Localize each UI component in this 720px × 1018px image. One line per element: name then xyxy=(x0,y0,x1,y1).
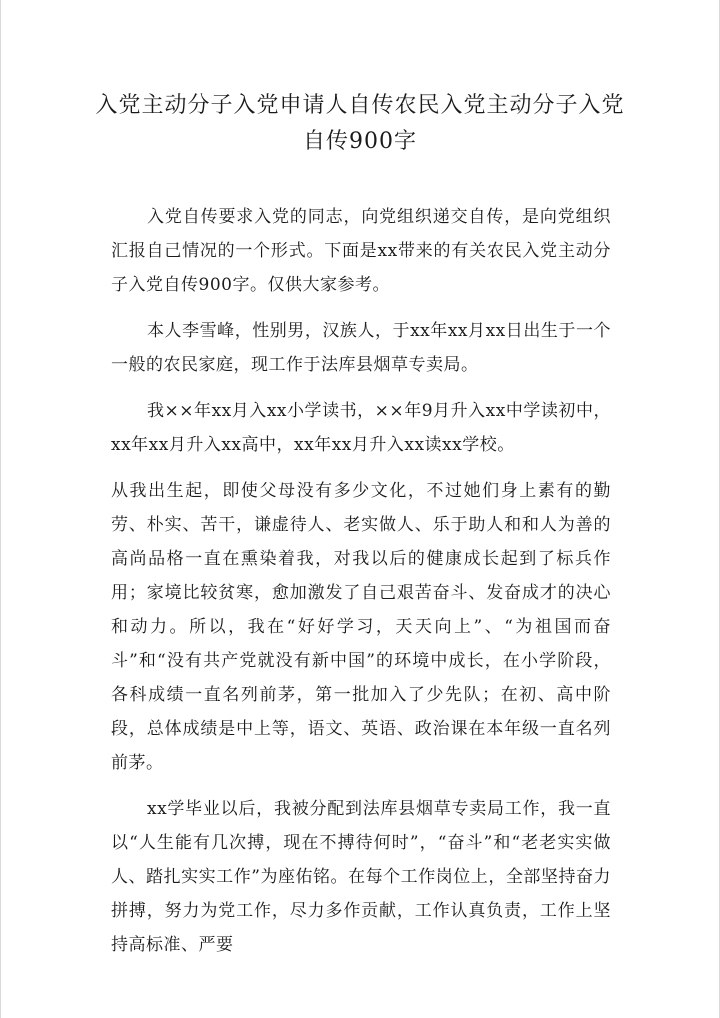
document-body xyxy=(111,200,611,974)
paragraph-education: 我××年xx月入xx小学读书，××年9月升入xx中学读初中，xx年xx月升入xx高中，xx年xx月升入xx读xx学校。 xyxy=(111,401,611,455)
document-title: 入党主动分子入党申请人自传农民入党主动分子入党自传900字 xyxy=(95,93,625,154)
paragraph-intro: 入党自传要求入党的同志，向党组织递交自传，是向党组织汇报自己情况的一个形式。下面是xx带来的有关农民入党主动分子入党自传900字。仅供大家参考。 xyxy=(111,207,611,295)
paragraph-work: xx学毕业以后，我被分配到法库县烟草专卖局工作，我一直以“人生能有几次搏，现在不搏待何时”，“奋斗”和“老老实实做人、踏扎实实工作”为座佑铭。在每个工作岗位上，全部坚持奋力拼搏，努力为党工作，尽力多作贡献，工作认真负责，工作上坚持高标准、严要 xyxy=(111,799,611,955)
paragraph-upbringing: 从我出生起，即使父母没有多少文化，不过她们身上素有的勤劳、朴实、苦干，谦虚待人、老实做人、乐于助人和和人为善的高尚品格一直在熏染着我，对我以后的健康成长起到了标兵作用；家境比较贫寒，愈加激发了自己艰苦奋斗、发奋成才的决心和动力。所以，我在“好好学习，天天向上”、“为祖国而奋斗”和“没有共产党就没有新中国”的环境中成长，在小学阶段，各科成绩一直名列前茅，第一批加入了少先队；在初、高中阶段，总体成绩是中上等，语文、英语、政治课在本年级一直名列前茅。 xyxy=(111,481,611,773)
paragraph-personal-info: 本人李雪峰，性别男，汉族人，于xx年xx月xx日出生于一个一般的农民家庭，现工作于法库县烟草专卖局。 xyxy=(111,321,611,375)
